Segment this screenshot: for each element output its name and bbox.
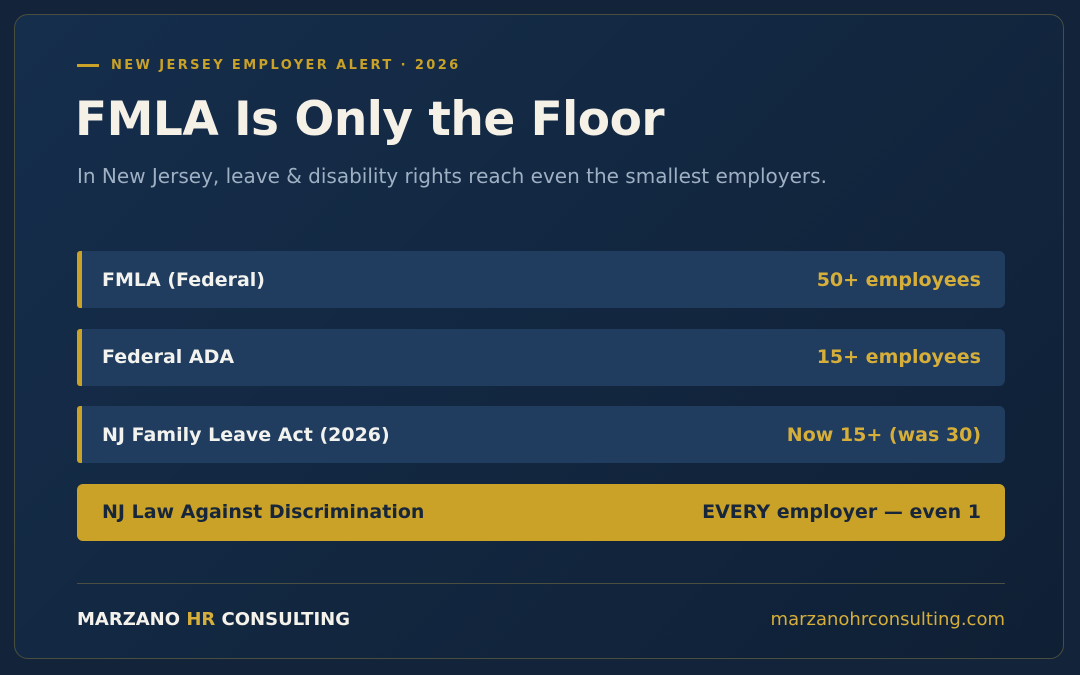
row-value: 15+ employees xyxy=(816,346,981,368)
eyebrow xyxy=(77,55,461,75)
row-value: Now 15+ (was 30) xyxy=(786,423,981,446)
alert-card xyxy=(14,14,1064,659)
brand-part2: CONSULTING xyxy=(215,609,350,630)
brand-name xyxy=(77,609,350,630)
row-label: NJ Law Against Discrimination xyxy=(102,501,425,523)
website-link[interactable]: marzanohrconsulting.com xyxy=(770,609,1005,630)
brand-part1: MARZANO xyxy=(77,609,187,630)
page-title: FMLA Is Only the Floor xyxy=(75,92,665,147)
footer-divider xyxy=(77,583,1005,584)
row-label: FMLA (Federal) xyxy=(102,268,265,291)
threshold-row-nj-family-leave xyxy=(77,406,1005,463)
row-value: 50+ employees xyxy=(816,268,981,291)
brand-accent: HR xyxy=(186,609,216,630)
row-value: EVERY employer — even 1 xyxy=(702,501,981,523)
threshold-row-nj-lad-highlighted xyxy=(77,484,1005,541)
eyebrow-text: NEW JERSEY EMPLOYER ALERT · 2026 xyxy=(111,57,461,73)
eyebrow-accent-line xyxy=(77,64,99,67)
threshold-row-fmla xyxy=(77,251,1005,308)
row-label: NJ Family Leave Act (2026) xyxy=(102,423,390,446)
page-subtitle: In New Jersey, leave & disability rights reach even the smallest employers. xyxy=(77,164,827,188)
footer xyxy=(77,609,1005,630)
threshold-list xyxy=(77,251,1005,561)
row-label: Federal ADA xyxy=(102,346,235,368)
threshold-row-ada xyxy=(77,329,1005,386)
